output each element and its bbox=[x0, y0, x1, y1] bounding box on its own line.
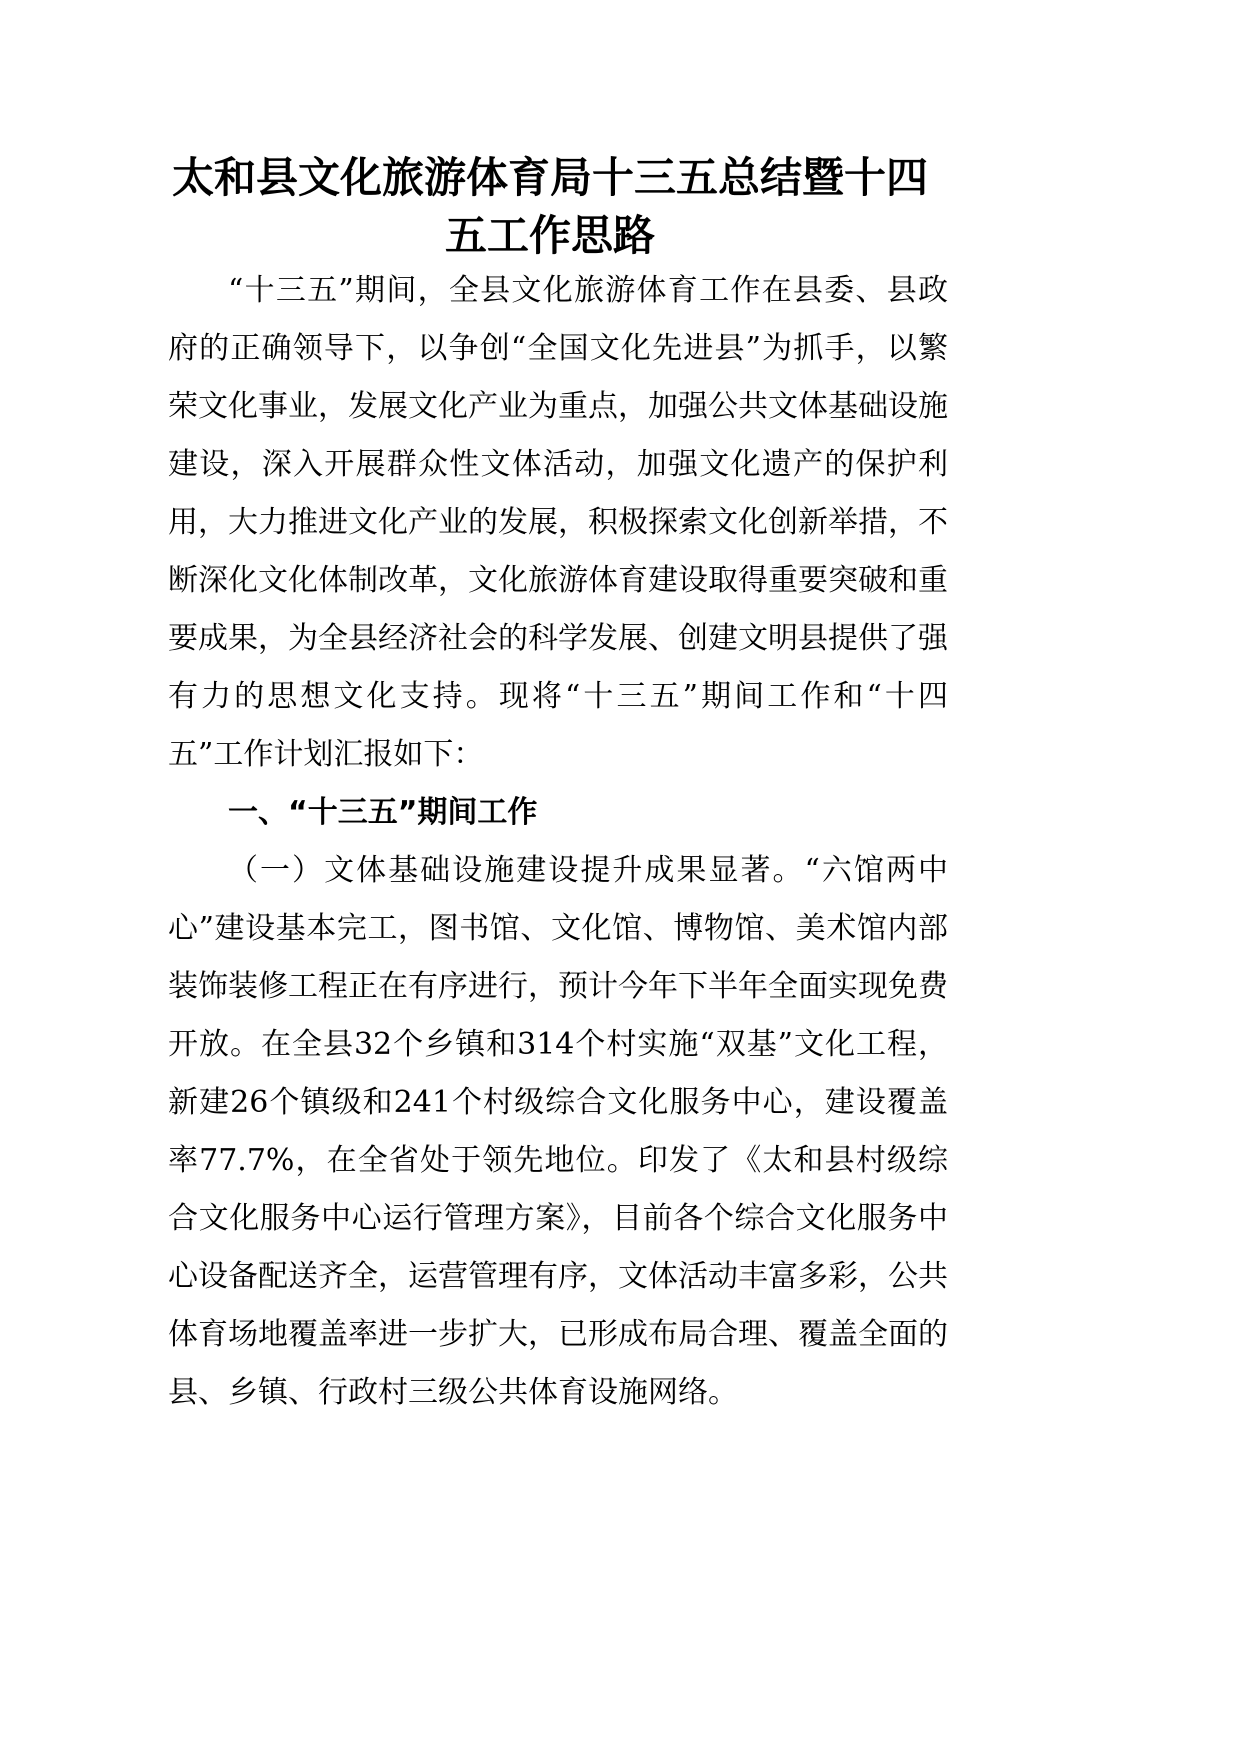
document-title-line-2: 五工作思路 bbox=[444, 211, 655, 260]
section-heading-1: 一、“十三五”期间工作 bbox=[228, 795, 538, 830]
document-title-line-1: 太和县文化旅游体育局十三五总结暨十四 bbox=[171, 153, 928, 202]
section-1-paragraph-1: （一）文体基础设施建设提升成果显著。“六馆两中心”建设基本完工，图书馆、文化馆、博物馆、美术馆内部装饰装修工程正在有序进行，预计今年下半年全面实现免费开放。在全县32个乡镇和314个村实施“双基”文化工程，新建26个镇级和241个村级综合文化服务中心，建设覆盖率77.7%，在全省处于领先地位。印发了《太和县村级综合文化服务中心运行管理方案》，目前各个综合文化服务中心设备配送齐全，运营管理有序，文体活动丰富多彩，公共体育场地覆盖率进一步扩大，已形成布局合理、覆盖全面的县、乡镇、行政村三级公共体育设施网络。 bbox=[168, 853, 948, 1410]
intro-paragraph: “十三五”期间，全县文化旅游体育工作在县委、县政府的正确领导下，以争创“全国文化先进县”为抓手，以繁荣文化事业，发展文化产业为重点，加强公共文体基础设施建设，深入开展群众性文体活动，加强文化遗产的保护利用，大力推进文化产业的发展，积极探索文化创新举措，不断深化文化体制改革，文化旅游体育建设取得重要突破和重要成果，为全县经济社会的科学发展、创建文明县提供了强有力的思想文化支持。现将“十三五”期间工作和“十四五”工作计划汇报如下： bbox=[168, 273, 948, 772]
document-body bbox=[168, 262, 948, 1422]
